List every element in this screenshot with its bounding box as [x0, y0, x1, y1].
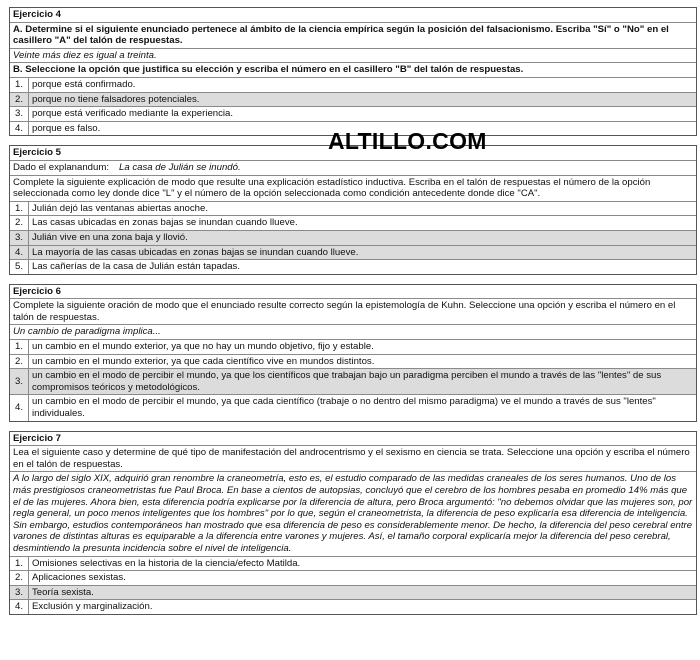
exercise-7	[9, 431, 697, 615]
option-row	[10, 245, 696, 260]
option-number: 5.	[10, 260, 29, 274]
exercise-6-instructions: Complete la siguiente oración de modo que el enunciado resulte correcto según la epistemología de Kuhn. Seleccione una opción y escriba el número en el talón de respuestas.	[10, 298, 696, 324]
exercise-4-part-a: A. Determine si el siguiente enunciado pertenece al ámbito de la ciencia empírica según la posición del falsacionismo. Escriba "Sí" o "No" en el casillero "A" del talón de respuestas.	[10, 22, 696, 48]
option-number: 4.	[10, 246, 29, 260]
option-text: un cambio en el modo de percibir el mundo, ya que los científicos que trabajan bajo un paradigma perciben el mundo a través de las "lentes" de sus compromisos teóricos y metodológicos.	[32, 370, 662, 393]
watermark-logo: ALTILLO.COM	[328, 128, 487, 154]
option-number: 2.	[10, 93, 29, 107]
explanandum-text: La casa de Julián se inundó.	[119, 161, 241, 173]
exercise-5-title: Ejercicio 5	[13, 147, 61, 159]
option-number: 3.	[10, 107, 29, 121]
option-text: un cambio en el modo de percibir el mundo, ya que cada científico (trabaje o no dentro del mismo paradigma) ve el mundo a través de sus "lentes" individuales.	[32, 396, 656, 420]
option-text: porque no tiene falsadores potenciales.	[32, 93, 200, 105]
option-row	[10, 77, 696, 92]
exercise-5-instructions: Complete la siguiente explicación de modo que resulte una explicación estadístico inductiva. Escriba en el talón de respuestas el número de la opción seleccionada como ley donde dice "L" y el número de la opción seleccionada como condición antecedente donde dice "CA".	[10, 175, 696, 201]
exercise-7-instructions: Lea el siguiente caso y determine de qué tipo de manifestación del androcentrismo y el sexismo en ciencia se trata. Seleccione una opción y escriba el número en el talón de respuestas.	[10, 445, 696, 471]
option-row	[10, 368, 696, 394]
option-row	[10, 230, 696, 245]
option-number: 3.	[10, 586, 29, 600]
option-row	[10, 215, 696, 230]
option-row	[10, 556, 696, 571]
option-number: 3.	[10, 369, 29, 394]
option-text: Omisiones selectivas en la historia de la ciencia/efecto Matilda.	[32, 557, 301, 569]
exercise-4-statement: Veinte más diez es igual a treinta.	[10, 48, 696, 63]
option-number: 2.	[10, 355, 29, 369]
option-number: 4.	[10, 600, 29, 614]
option-number: 3.	[10, 231, 29, 245]
exercise-5	[9, 145, 697, 274]
option-row	[10, 599, 696, 614]
option-number: 2.	[10, 571, 29, 585]
option-text: Exclusión y marginalización.	[32, 601, 153, 613]
option-row	[10, 106, 696, 121]
option-text: Julián vive en una zona baja y llovió.	[32, 231, 188, 243]
exercise-6	[9, 284, 697, 422]
exercise-4-part-b: B. Seleccione la opción que justifica su elección y escriba el número en el casillero "B" del talón de respuestas.	[10, 62, 696, 77]
option-text: Julián dejó las ventanas abiertas anoche.	[32, 202, 209, 214]
option-row	[10, 354, 696, 369]
option-text: La mayoría de las casas ubicadas en zonas bajas se inundan cuando llueve.	[32, 246, 359, 258]
option-text: un cambio en el mundo exterior, ya que cada científico vive en mundos distintos.	[32, 355, 375, 367]
option-number: 4.	[10, 122, 29, 136]
option-number: 1.	[10, 78, 29, 92]
option-text: Las casas ubicadas en zonas bajas se inundan cuando llueve.	[32, 217, 298, 229]
option-row	[10, 201, 696, 216]
exercise-4-title: Ejercicio 4	[13, 9, 61, 20]
option-row	[10, 585, 696, 600]
option-number: 1.	[10, 202, 29, 216]
option-number: 1.	[10, 557, 29, 571]
option-row	[10, 339, 696, 354]
option-text: Teoría sexista.	[32, 586, 94, 598]
option-number: 4.	[10, 395, 29, 420]
option-number: 1.	[10, 340, 29, 354]
exercise-7-title: Ejercicio 7	[13, 432, 61, 444]
exercise-7-passage: A lo largo del siglo XIX, adquirió gran renombre la craneometría, esto es, el estudio comparado de las medidas craneales de los seres humanos. Uno de los más prestigiosos craneometristas fue Paul Broca. En base a cientos de autopsias, concluyó que el cerebro de los hombres pesaba en promedio 14% más que el de las mujeres. Ahora bien, esta diferencia podría explicarse por la diferencia de altura, pero Broca argumentó: "no debemos olvidar que las mujeres son, por regla general, un poco menos inteligentes que los hombres" por lo que, según el craneometrista, la diferencia de peso explicaría esa diferencia de inteligencia. Sin embargo, estudios contemporáneos han mostrado que esa diferencia de peso es considerablemente menor. De hecho, la diferencia del peso cerebral entre varones de distintas alturas es equiparable a la diferencia entre varones y mujeres. Así, el tamaño corporal explicaría mejor la diferencia del peso cerebral, desmintiendo la presunta incidencia sobre el nivel de inteligencia.	[10, 471, 696, 555]
exam-page	[9, 7, 697, 624]
option-text: porque está confirmado.	[32, 78, 136, 90]
option-text: porque es falso.	[32, 122, 101, 134]
option-row	[10, 394, 696, 420]
option-number: 2.	[10, 216, 29, 230]
exercise-4	[9, 7, 697, 136]
explanandum-label: Dado el explanandum:	[13, 161, 110, 173]
option-text: Las cañerías de la casa de Julián están tapadas.	[32, 261, 241, 273]
option-row	[10, 570, 696, 585]
option-row	[10, 92, 696, 107]
exercise-5-explanandum	[10, 160, 696, 175]
option-text: un cambio en el mundo exterior, ya que no hay un mundo objetivo, fijo y estable.	[32, 341, 374, 353]
exercise-6-title: Ejercicio 6	[13, 285, 61, 297]
option-row	[10, 259, 696, 274]
exercise-6-prompt: Un cambio de paradigma implica...	[10, 324, 696, 339]
option-text: porque está verificado mediante la experiencia.	[32, 108, 234, 120]
option-text: Aplicaciones sexistas.	[32, 572, 126, 584]
